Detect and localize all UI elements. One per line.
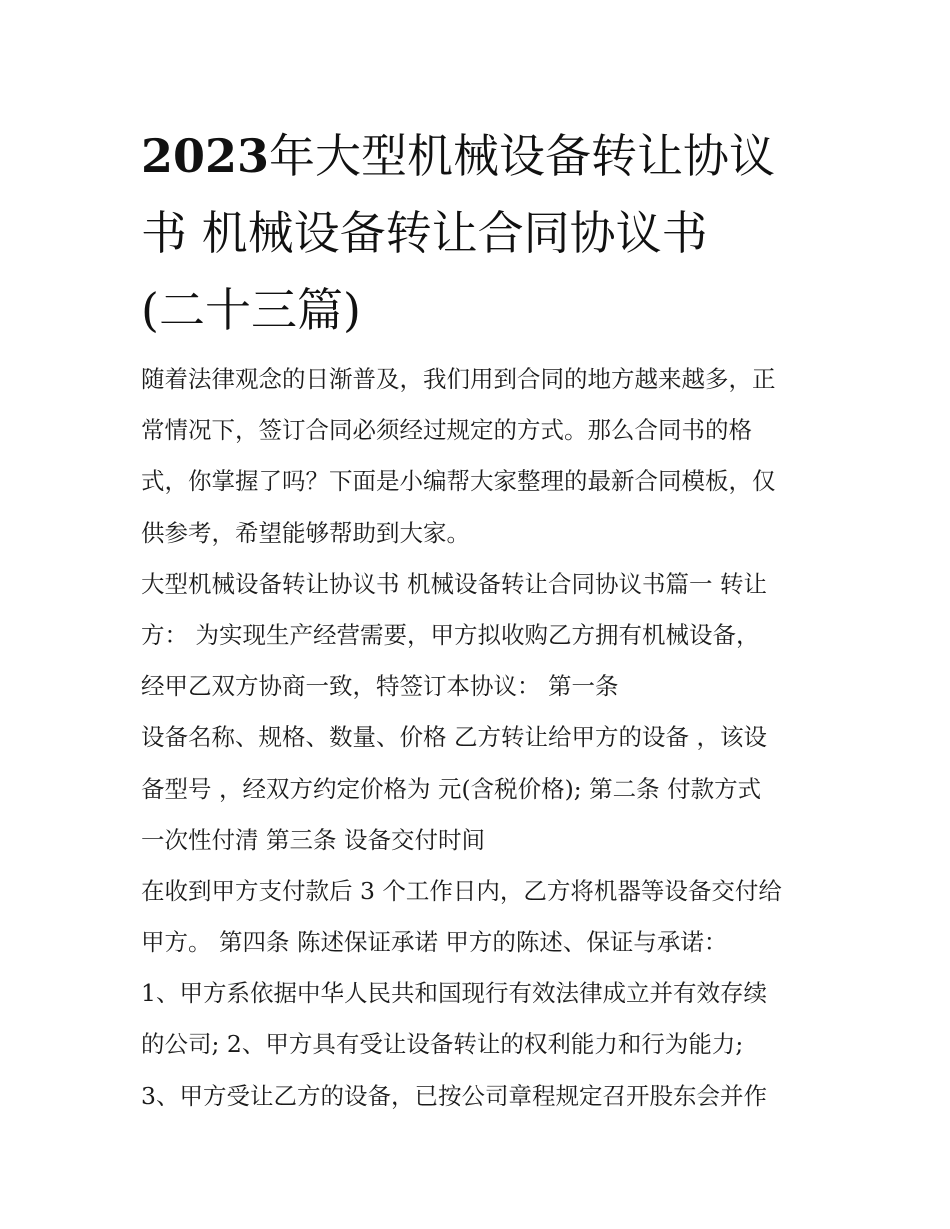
body-line: 方： 为实现生产经营需要，甲方拟收购乙方拥有机械设备， (141, 620, 760, 649)
title-line-3: (二十三篇) (141, 283, 361, 337)
title-line-2: 书 机械设备转让合同协议书 (141, 206, 708, 260)
body-line: 式，你掌握了吗？下面是小编帮大家整理的最新合同模板，仅 (141, 467, 776, 496)
body-line: 供参考，希望能够帮助到大家。 (141, 518, 470, 547)
body-line: 1、甲方系依据中华人民共和国现行有效法律成立并有效存续 (141, 979, 767, 1008)
body-line: 的公司; 2、甲方具有受让设备转让的权利能力和行为能力; (141, 1030, 744, 1059)
body-line: 3、甲方受让乙方的设备，已按公司章程规定召开股东会并作 (141, 1081, 767, 1110)
body-line: 设备名称、规格、数量、价格 乙方转让给甲方的设备 ，该设 (141, 723, 767, 752)
body-line: 备型号 ，经双方约定价格为 元(含税价格); 第二条 付款方式 (141, 774, 762, 803)
body-line: 甲方。 第四条 陈述保证承诺 甲方的陈述、保证与承诺： (141, 928, 728, 957)
document-body (141, 354, 821, 1122)
title-line-1-text: 年大型机械设备转让协议 (269, 129, 776, 183)
document-title (141, 118, 821, 349)
title-line-1 (141, 118, 821, 195)
body-line: 大型机械设备转让协议书 机械设备转让合同协议书篇一 转让 (141, 569, 767, 598)
body-line: 随着法律观念的日渐普及，我们用到合同的地方越来越多，正 (141, 365, 776, 393)
body-line: 经甲乙双方协商一致，特签订本协议： 第一条 (141, 672, 619, 701)
body-line: 在收到甲方支付款后 3 个工作日内，乙方将机器等设备交付给 (141, 876, 782, 905)
body-line: 常情况下，签订合同必须经过规定的方式。那么合同书的格 (141, 416, 752, 445)
body-line: 一次性付清 第三条 设备交付时间 (141, 825, 485, 854)
title-year: 2023 (141, 129, 270, 183)
